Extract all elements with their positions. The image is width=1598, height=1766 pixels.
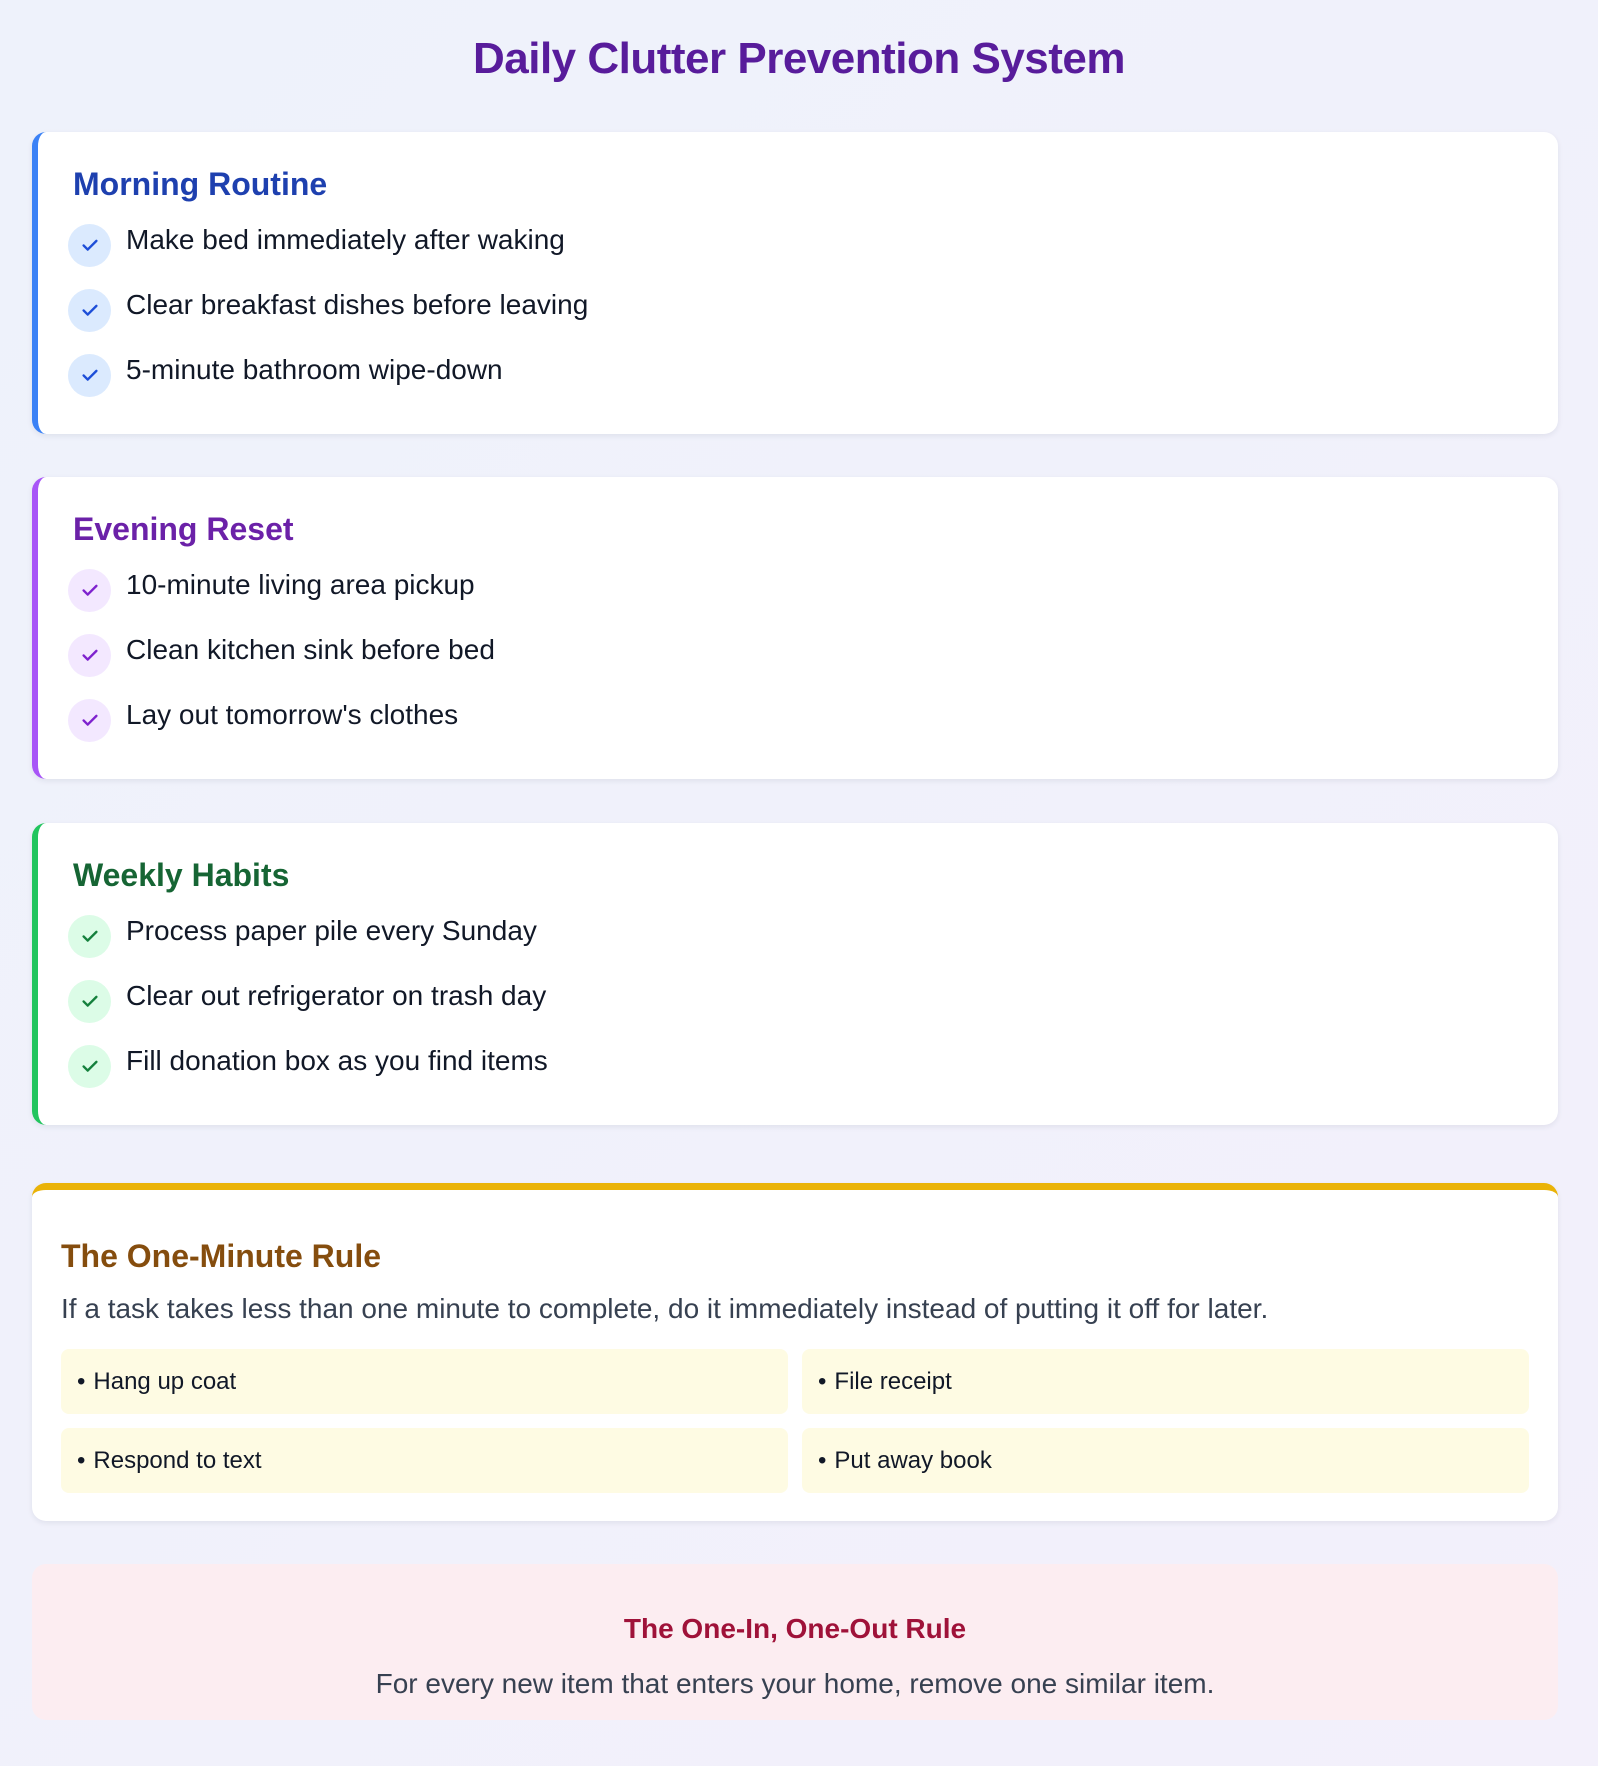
section-title: Morning Routine: [73, 166, 328, 202]
rule-title: The One-In, One-Out Rule: [623, 1613, 967, 1644]
checkmark-icon: [68, 569, 111, 612]
rule-description: If a task takes less than one minute to complete, do it immediately instead of putting it off for later.: [61, 1293, 1269, 1324]
page-title: Daily Clutter Prevention System: [472, 34, 1126, 83]
example-tile: [61, 1349, 788, 1414]
checklist-item-text: Clear out refrigerator on trash day: [126, 980, 547, 1011]
section-title: Evening Reset: [73, 511, 294, 547]
checkmark-icon: [68, 289, 111, 332]
checkmark-icon: [68, 1045, 111, 1088]
example-text: Put away book: [834, 1446, 992, 1474]
checklist-item: [68, 690, 458, 740]
checkmark-icon: [68, 980, 111, 1023]
bullet-icon: •: [818, 1446, 827, 1474]
checklist-item: [68, 625, 495, 675]
evening-reset-card: [32, 477, 1558, 779]
bullet-icon: •: [77, 1446, 86, 1474]
checklist-item-text: Process paper pile every Sunday: [126, 915, 537, 946]
rule-title: The One-Minute Rule: [61, 1238, 381, 1274]
checklist-item: [68, 906, 537, 956]
checkmark-icon: [68, 699, 111, 742]
bullet-icon: •: [77, 1367, 86, 1395]
checkmark-icon: [68, 224, 111, 267]
checklist-item-text: Clear breakfast dishes before leaving: [126, 289, 589, 320]
example-tile: [802, 1349, 1529, 1414]
morning-routine-card: [32, 132, 1558, 434]
checkmark-icon: [68, 354, 111, 397]
checklist-item: [68, 560, 475, 610]
checklist-item-text: 5-minute bathroom wipe-down: [126, 354, 503, 385]
checklist-item: [68, 971, 546, 1021]
checkmark-icon: [68, 915, 111, 958]
bullet-icon: •: [818, 1367, 827, 1395]
example-text: Hang up coat: [93, 1367, 237, 1395]
example-tile: [61, 1428, 788, 1493]
checklist-item: [68, 1036, 548, 1086]
weekly-habits-card: [32, 823, 1558, 1125]
checklist-item: [68, 215, 565, 265]
one-in-one-out-card: [32, 1564, 1558, 1720]
checklist-item: [68, 345, 503, 395]
section-title: Weekly Habits: [73, 857, 290, 893]
checkmark-icon: [68, 634, 111, 677]
checklist-item-text: Make bed immediately after waking: [126, 224, 565, 255]
checklist-item: [68, 280, 588, 330]
example-text: File receipt: [834, 1367, 952, 1395]
checklist-item-text: Lay out tomorrow's clothes: [126, 699, 459, 730]
checklist-item-text: 10-minute living area pickup: [126, 569, 475, 600]
rule-description: For every new item that enters your home, remove one similar item.: [375, 1668, 1215, 1699]
checklist-item-text: Clean kitchen sink before bed: [126, 634, 495, 665]
example-tile: [802, 1428, 1529, 1493]
example-text: Respond to text: [93, 1446, 262, 1474]
checklist-item-text: Fill donation box as you find items: [126, 1045, 548, 1076]
one-minute-rule-card: [32, 1183, 1558, 1521]
